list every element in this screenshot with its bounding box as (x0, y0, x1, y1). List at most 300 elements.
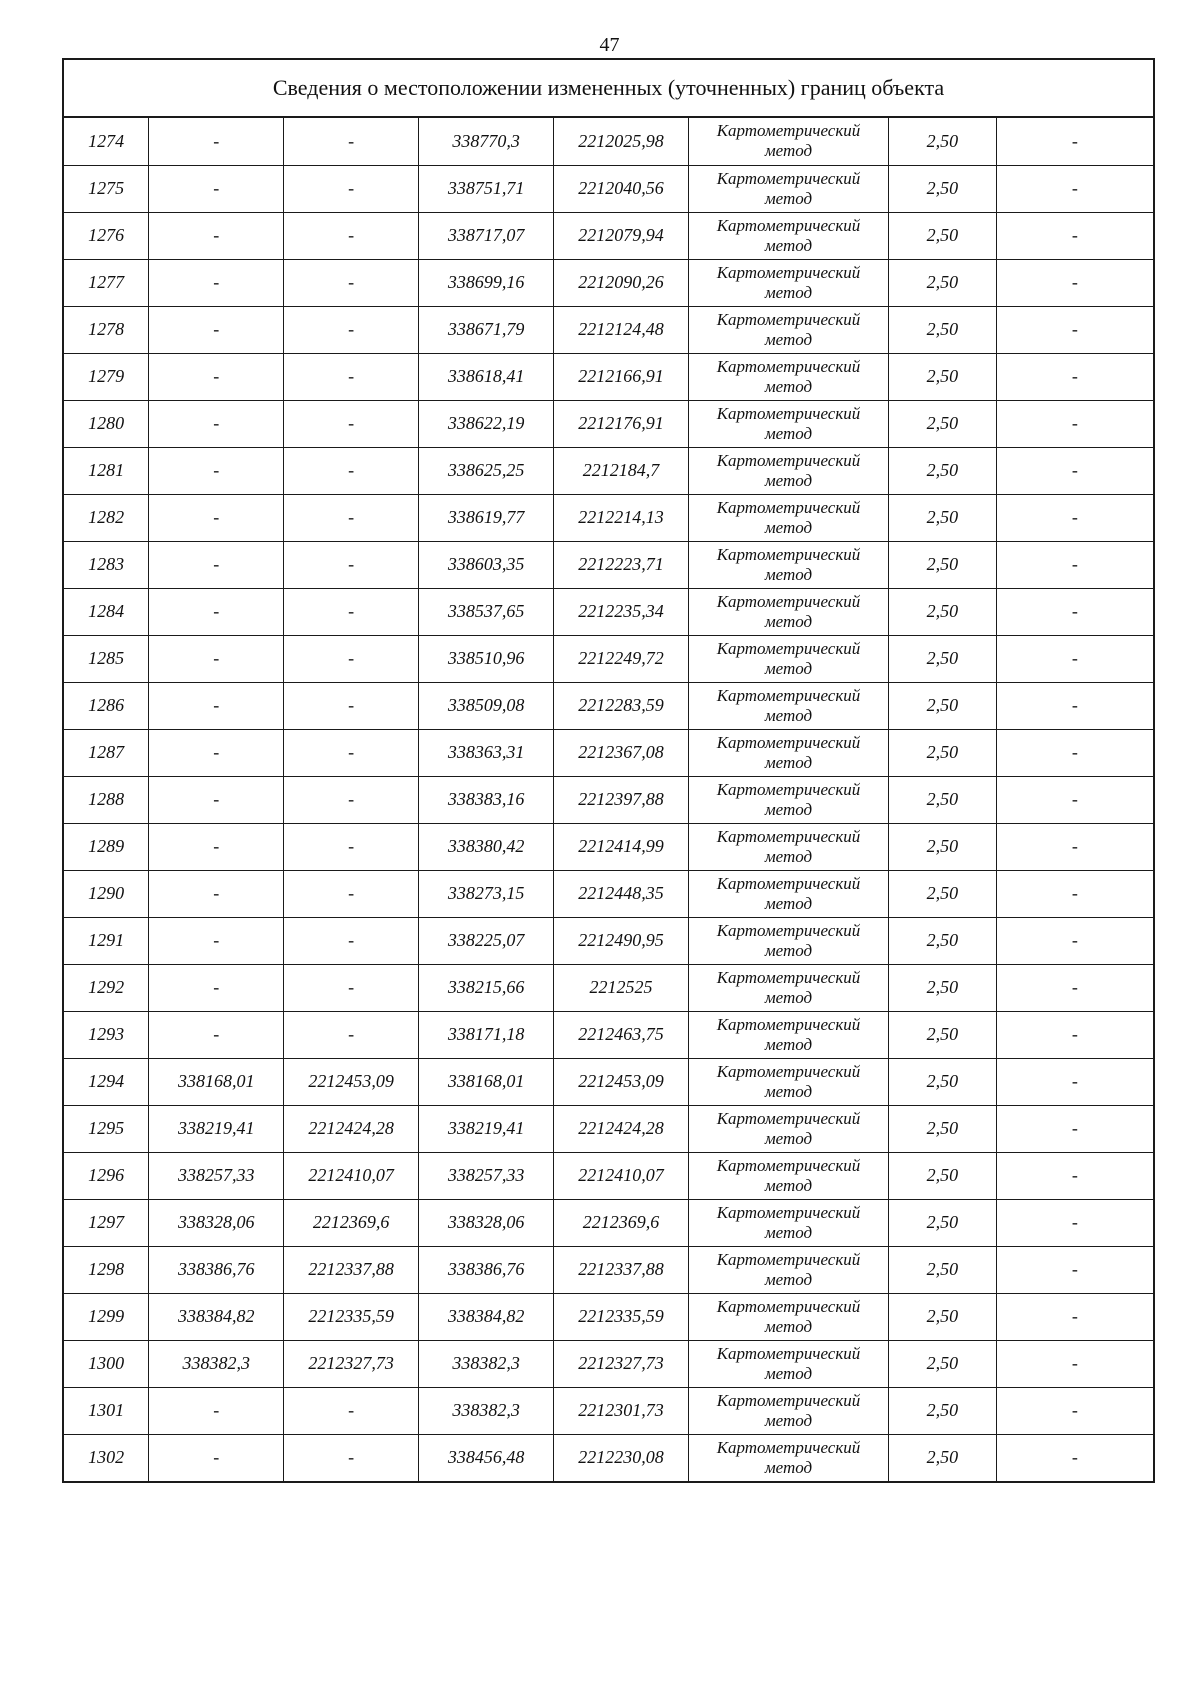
description-cell: - (996, 870, 1153, 917)
accuracy-cell: 2,50 (889, 353, 997, 400)
y-refined-cell: 2212463,75 (554, 1011, 689, 1058)
method-text: Картометрический (716, 121, 861, 141)
point-number-cell: 1290 (64, 870, 149, 917)
description-cell: - (996, 306, 1153, 353)
method-cell (688, 635, 888, 682)
y-refined-cell: 2212397,88 (554, 776, 689, 823)
point-number-cell: 1283 (64, 541, 149, 588)
x-existing-cell: - (149, 447, 284, 494)
point-number-cell: 1279 (64, 353, 149, 400)
y-refined-cell: 2212414,99 (554, 823, 689, 870)
accuracy-cell: 2,50 (889, 1058, 997, 1105)
method-text: Картометрический (716, 1296, 861, 1316)
table-row (64, 212, 1153, 259)
point-number-cell: 1277 (64, 259, 149, 306)
method-text: метод (764, 1175, 813, 1195)
method-text: Картометрический (716, 450, 861, 470)
description-cell: - (996, 1011, 1153, 1058)
method-cell (688, 1293, 888, 1340)
x-existing-cell: - (149, 1387, 284, 1434)
table-row (64, 1199, 1153, 1246)
table-row (64, 1105, 1153, 1152)
y-refined-cell: 2212367,08 (554, 729, 689, 776)
method-cell (688, 306, 888, 353)
method-text: метод (764, 329, 813, 349)
point-number-cell: 1287 (64, 729, 149, 776)
method-cell (688, 400, 888, 447)
method-text: метод (764, 1457, 813, 1477)
accuracy-cell: 2,50 (889, 447, 997, 494)
y-existing-cell: - (284, 541, 419, 588)
y-refined-cell: 2212490,95 (554, 917, 689, 964)
point-number-cell: 1302 (64, 1434, 149, 1481)
x-existing-cell: 338168,01 (149, 1058, 284, 1105)
point-number-cell: 1296 (64, 1152, 149, 1199)
method-cell (688, 1011, 888, 1058)
x-existing-cell: - (149, 212, 284, 259)
description-cell: - (996, 541, 1153, 588)
method-text: метод (764, 658, 813, 678)
y-existing-cell: - (284, 729, 419, 776)
point-number-cell: 1285 (64, 635, 149, 682)
method-cell (688, 1246, 888, 1293)
point-number-cell: 1276 (64, 212, 149, 259)
description-cell: - (996, 682, 1153, 729)
x-existing-cell: 338386,76 (149, 1246, 284, 1293)
accuracy-cell: 2,50 (889, 306, 997, 353)
table-row (64, 1387, 1153, 1434)
x-refined-cell: 338383,16 (419, 776, 554, 823)
accuracy-cell: 2,50 (889, 682, 997, 729)
accuracy-cell: 2,50 (889, 1340, 997, 1387)
table-title: Сведения о местоположении измененных (уточненных) границ объекта (64, 60, 1153, 118)
y-refined-cell: 2212079,94 (554, 212, 689, 259)
method-text: Картометрический (716, 967, 861, 987)
boundary-coordinates-sheet (62, 58, 1155, 1483)
y-existing-cell: - (284, 964, 419, 1011)
method-text: Картометрический (716, 215, 861, 235)
method-cell (688, 870, 888, 917)
table-row (64, 729, 1153, 776)
method-cell (688, 1152, 888, 1199)
accuracy-cell: 2,50 (889, 635, 997, 682)
y-existing-cell: - (284, 1434, 419, 1481)
description-cell: - (996, 1199, 1153, 1246)
y-existing-cell: - (284, 165, 419, 212)
method-text: метод (764, 1363, 813, 1383)
y-refined-cell: 2212301,73 (554, 1387, 689, 1434)
x-existing-cell: - (149, 870, 284, 917)
y-refined-cell: 2212249,72 (554, 635, 689, 682)
x-refined-cell: 338382,3 (419, 1340, 554, 1387)
table-row (64, 635, 1153, 682)
method-text: Картометрический (716, 544, 861, 564)
x-refined-cell: 338225,07 (419, 917, 554, 964)
x-refined-cell: 338622,19 (419, 400, 554, 447)
description-cell: - (996, 212, 1153, 259)
method-text: Картометрический (716, 826, 861, 846)
table-row (64, 494, 1153, 541)
point-number-cell: 1297 (64, 1199, 149, 1246)
accuracy-cell: 2,50 (889, 118, 997, 165)
y-existing-cell: 2212410,07 (284, 1152, 419, 1199)
table-row (64, 917, 1153, 964)
method-text: Картометрический (716, 1437, 861, 1457)
table-row (64, 400, 1153, 447)
y-refined-cell: 2212424,28 (554, 1105, 689, 1152)
y-existing-cell: - (284, 494, 419, 541)
method-text: Картометрический (716, 638, 861, 658)
table-row (64, 682, 1153, 729)
accuracy-cell: 2,50 (889, 964, 997, 1011)
method-text: Картометрический (716, 497, 861, 517)
method-text: Картометрический (716, 262, 861, 282)
method-text: метод (764, 141, 813, 161)
x-refined-cell: 338619,77 (419, 494, 554, 541)
method-cell (688, 776, 888, 823)
y-refined-cell: 2212090,26 (554, 259, 689, 306)
x-refined-cell: 338603,35 (419, 541, 554, 588)
point-number-cell: 1291 (64, 917, 149, 964)
x-existing-cell: - (149, 494, 284, 541)
x-refined-cell: 338717,07 (419, 212, 554, 259)
method-cell (688, 447, 888, 494)
table-row (64, 823, 1153, 870)
accuracy-cell: 2,50 (889, 400, 997, 447)
x-existing-cell: - (149, 165, 284, 212)
method-text: Картометрический (716, 403, 861, 423)
table-row (64, 1011, 1153, 1058)
method-cell (688, 1387, 888, 1434)
method-cell (688, 917, 888, 964)
method-text: метод (764, 1222, 813, 1242)
y-refined-cell: 2212327,73 (554, 1340, 689, 1387)
description-cell: - (996, 447, 1153, 494)
point-number-cell: 1281 (64, 447, 149, 494)
x-refined-cell: 338699,16 (419, 259, 554, 306)
x-existing-cell: 338219,41 (149, 1105, 284, 1152)
method-cell (688, 729, 888, 776)
x-existing-cell: - (149, 917, 284, 964)
accuracy-cell: 2,50 (889, 1246, 997, 1293)
y-refined-cell: 2212453,09 (554, 1058, 689, 1105)
method-cell (688, 682, 888, 729)
method-cell (688, 212, 888, 259)
x-existing-cell: - (149, 776, 284, 823)
y-refined-cell: 2212025,98 (554, 118, 689, 165)
method-text: метод (764, 423, 813, 443)
method-text: метод (764, 188, 813, 208)
method-text: метод (764, 846, 813, 866)
x-existing-cell: - (149, 259, 284, 306)
x-refined-cell: 338215,66 (419, 964, 554, 1011)
accuracy-cell: 2,50 (889, 729, 997, 776)
table-row (64, 353, 1153, 400)
x-existing-cell: - (149, 635, 284, 682)
x-existing-cell: - (149, 1434, 284, 1481)
x-refined-cell: 338770,3 (419, 118, 554, 165)
method-text: метод (764, 893, 813, 913)
table-row (64, 1434, 1153, 1481)
y-refined-cell: 2212525 (554, 964, 689, 1011)
description-cell: - (996, 118, 1153, 165)
method-cell (688, 1340, 888, 1387)
point-number-cell: 1282 (64, 494, 149, 541)
method-text: метод (764, 1269, 813, 1289)
y-refined-cell: 2212335,59 (554, 1293, 689, 1340)
x-refined-cell: 338168,01 (419, 1058, 554, 1105)
description-cell: - (996, 917, 1153, 964)
table-row (64, 541, 1153, 588)
x-refined-cell: 338751,71 (419, 165, 554, 212)
method-text: метод (764, 1128, 813, 1148)
point-number-cell: 1280 (64, 400, 149, 447)
y-existing-cell: - (284, 588, 419, 635)
x-refined-cell: 338618,41 (419, 353, 554, 400)
x-existing-cell: 338257,33 (149, 1152, 284, 1199)
x-refined-cell: 338257,33 (419, 1152, 554, 1199)
y-existing-cell: - (284, 682, 419, 729)
point-number-cell: 1284 (64, 588, 149, 635)
y-existing-cell: 2212369,6 (284, 1199, 419, 1246)
method-text: Картометрический (716, 1014, 861, 1034)
y-refined-cell: 2212184,7 (554, 447, 689, 494)
point-number-cell: 1274 (64, 118, 149, 165)
y-existing-cell: - (284, 1387, 419, 1434)
x-existing-cell: - (149, 400, 284, 447)
point-number-cell: 1293 (64, 1011, 149, 1058)
y-existing-cell: - (284, 353, 419, 400)
x-refined-cell: 338363,31 (419, 729, 554, 776)
method-text: метод (764, 799, 813, 819)
y-existing-cell: - (284, 870, 419, 917)
table-row (64, 776, 1153, 823)
method-text: Картометрический (716, 732, 861, 752)
x-refined-cell: 338456,48 (419, 1434, 554, 1481)
y-existing-cell: - (284, 917, 419, 964)
method-text: Картометрический (716, 168, 861, 188)
table-row (64, 259, 1153, 306)
accuracy-cell: 2,50 (889, 917, 997, 964)
x-refined-cell: 338219,41 (419, 1105, 554, 1152)
method-text: метод (764, 987, 813, 1007)
method-text: Картометрический (716, 1390, 861, 1410)
y-existing-cell: - (284, 776, 419, 823)
method-text: Картометрический (716, 1108, 861, 1128)
y-existing-cell: 2212337,88 (284, 1246, 419, 1293)
x-refined-cell: 338384,82 (419, 1293, 554, 1340)
y-existing-cell: - (284, 259, 419, 306)
description-cell: - (996, 1105, 1153, 1152)
x-existing-cell: - (149, 729, 284, 776)
table-row (64, 1246, 1153, 1293)
method-cell (688, 1105, 888, 1152)
table-row (64, 1058, 1153, 1105)
x-refined-cell: 338386,76 (419, 1246, 554, 1293)
y-refined-cell: 2212040,56 (554, 165, 689, 212)
y-refined-cell: 2212235,34 (554, 588, 689, 635)
y-refined-cell: 2212448,35 (554, 870, 689, 917)
method-cell (688, 494, 888, 541)
method-text: Картометрический (716, 356, 861, 376)
y-refined-cell: 2212410,07 (554, 1152, 689, 1199)
table-row (64, 964, 1153, 1011)
y-existing-cell: 2212424,28 (284, 1105, 419, 1152)
page-number: 47 (599, 34, 620, 56)
description-cell: - (996, 823, 1153, 870)
method-text: Картометрический (716, 1061, 861, 1081)
point-number-cell: 1292 (64, 964, 149, 1011)
description-cell: - (996, 494, 1153, 541)
y-refined-cell: 2212223,71 (554, 541, 689, 588)
point-number-cell: 1298 (64, 1246, 149, 1293)
method-text: метод (764, 611, 813, 631)
description-cell: - (996, 353, 1153, 400)
method-text: Картометрический (716, 1343, 861, 1363)
method-text: Картометрический (716, 591, 861, 611)
method-text: метод (764, 940, 813, 960)
point-number-cell: 1278 (64, 306, 149, 353)
accuracy-cell: 2,50 (889, 1011, 997, 1058)
accuracy-cell: 2,50 (889, 823, 997, 870)
accuracy-cell: 2,50 (889, 1387, 997, 1434)
y-existing-cell: - (284, 400, 419, 447)
accuracy-cell: 2,50 (889, 1152, 997, 1199)
method-text: Картометрический (716, 1202, 861, 1222)
x-refined-cell: 338510,96 (419, 635, 554, 682)
method-text: Картометрический (716, 309, 861, 329)
y-refined-cell: 2212124,48 (554, 306, 689, 353)
method-text: метод (764, 1081, 813, 1101)
y-existing-cell: - (284, 306, 419, 353)
accuracy-cell: 2,50 (889, 776, 997, 823)
x-existing-cell: - (149, 682, 284, 729)
description-cell: - (996, 1152, 1153, 1199)
table-row (64, 165, 1153, 212)
method-text: метод (764, 705, 813, 725)
description-cell: - (996, 1434, 1153, 1481)
point-number-cell: 1289 (64, 823, 149, 870)
table-row (64, 1340, 1153, 1387)
accuracy-cell: 2,50 (889, 259, 997, 306)
x-refined-cell: 338273,15 (419, 870, 554, 917)
x-refined-cell: 338380,42 (419, 823, 554, 870)
method-cell (688, 823, 888, 870)
description-cell: - (996, 1340, 1153, 1387)
x-existing-cell: 338384,82 (149, 1293, 284, 1340)
y-existing-cell: - (284, 447, 419, 494)
table-row (64, 870, 1153, 917)
x-existing-cell: - (149, 118, 284, 165)
description-cell: - (996, 1246, 1153, 1293)
method-text: Картометрический (716, 685, 861, 705)
table-row (64, 447, 1153, 494)
point-number-cell: 1286 (64, 682, 149, 729)
table-row (64, 118, 1153, 165)
description-cell: - (996, 400, 1153, 447)
x-existing-cell: 338382,3 (149, 1340, 284, 1387)
x-refined-cell: 338625,25 (419, 447, 554, 494)
method-text: метод (764, 564, 813, 584)
x-refined-cell: 338509,08 (419, 682, 554, 729)
point-number-cell: 1275 (64, 165, 149, 212)
method-cell (688, 1058, 888, 1105)
method-text: метод (764, 1316, 813, 1336)
x-existing-cell: - (149, 823, 284, 870)
x-existing-cell: - (149, 964, 284, 1011)
y-existing-cell: 2212327,73 (284, 1340, 419, 1387)
description-cell: - (996, 964, 1153, 1011)
description-cell: - (996, 1058, 1153, 1105)
accuracy-cell: 2,50 (889, 212, 997, 259)
y-existing-cell: 2212453,09 (284, 1058, 419, 1105)
method-text: метод (764, 1410, 813, 1430)
method-text: Картометрический (716, 779, 861, 799)
y-existing-cell: - (284, 118, 419, 165)
point-number-cell: 1288 (64, 776, 149, 823)
method-cell (688, 165, 888, 212)
method-text: метод (764, 235, 813, 255)
x-refined-cell: 338537,65 (419, 588, 554, 635)
method-cell (688, 118, 888, 165)
description-cell: - (996, 1293, 1153, 1340)
y-refined-cell: 2212166,91 (554, 353, 689, 400)
method-text: метод (764, 282, 813, 302)
point-number-cell: 1300 (64, 1340, 149, 1387)
point-number-cell: 1301 (64, 1387, 149, 1434)
method-text: Картометрический (716, 873, 861, 893)
method-text: метод (764, 376, 813, 396)
x-existing-cell: - (149, 306, 284, 353)
method-text: Картометрический (716, 1155, 861, 1175)
method-text: метод (764, 517, 813, 537)
method-cell (688, 1434, 888, 1481)
point-number-cell: 1295 (64, 1105, 149, 1152)
accuracy-cell: 2,50 (889, 541, 997, 588)
method-text: Картометрический (716, 920, 861, 940)
method-text: метод (764, 470, 813, 490)
y-existing-cell: - (284, 1011, 419, 1058)
method-cell (688, 588, 888, 635)
y-refined-cell: 2212369,6 (554, 1199, 689, 1246)
description-cell: - (996, 588, 1153, 635)
y-refined-cell: 2212230,08 (554, 1434, 689, 1481)
method-cell (688, 1199, 888, 1246)
accuracy-cell: 2,50 (889, 1105, 997, 1152)
description-cell: - (996, 1387, 1153, 1434)
y-existing-cell: 2212335,59 (284, 1293, 419, 1340)
table-row (64, 588, 1153, 635)
description-cell: - (996, 776, 1153, 823)
x-existing-cell: - (149, 353, 284, 400)
x-refined-cell: 338171,18 (419, 1011, 554, 1058)
accuracy-cell: 2,50 (889, 1434, 997, 1481)
description-cell: - (996, 165, 1153, 212)
x-existing-cell: - (149, 1011, 284, 1058)
method-text: Картометрический (716, 1249, 861, 1269)
point-number-cell: 1299 (64, 1293, 149, 1340)
y-refined-cell: 2212214,13 (554, 494, 689, 541)
description-cell: - (996, 729, 1153, 776)
y-refined-cell: 2212337,88 (554, 1246, 689, 1293)
x-existing-cell: 338328,06 (149, 1199, 284, 1246)
accuracy-cell: 2,50 (889, 870, 997, 917)
x-existing-cell: - (149, 588, 284, 635)
accuracy-cell: 2,50 (889, 1199, 997, 1246)
table-row (64, 306, 1153, 353)
table-row (64, 1152, 1153, 1199)
method-cell (688, 964, 888, 1011)
